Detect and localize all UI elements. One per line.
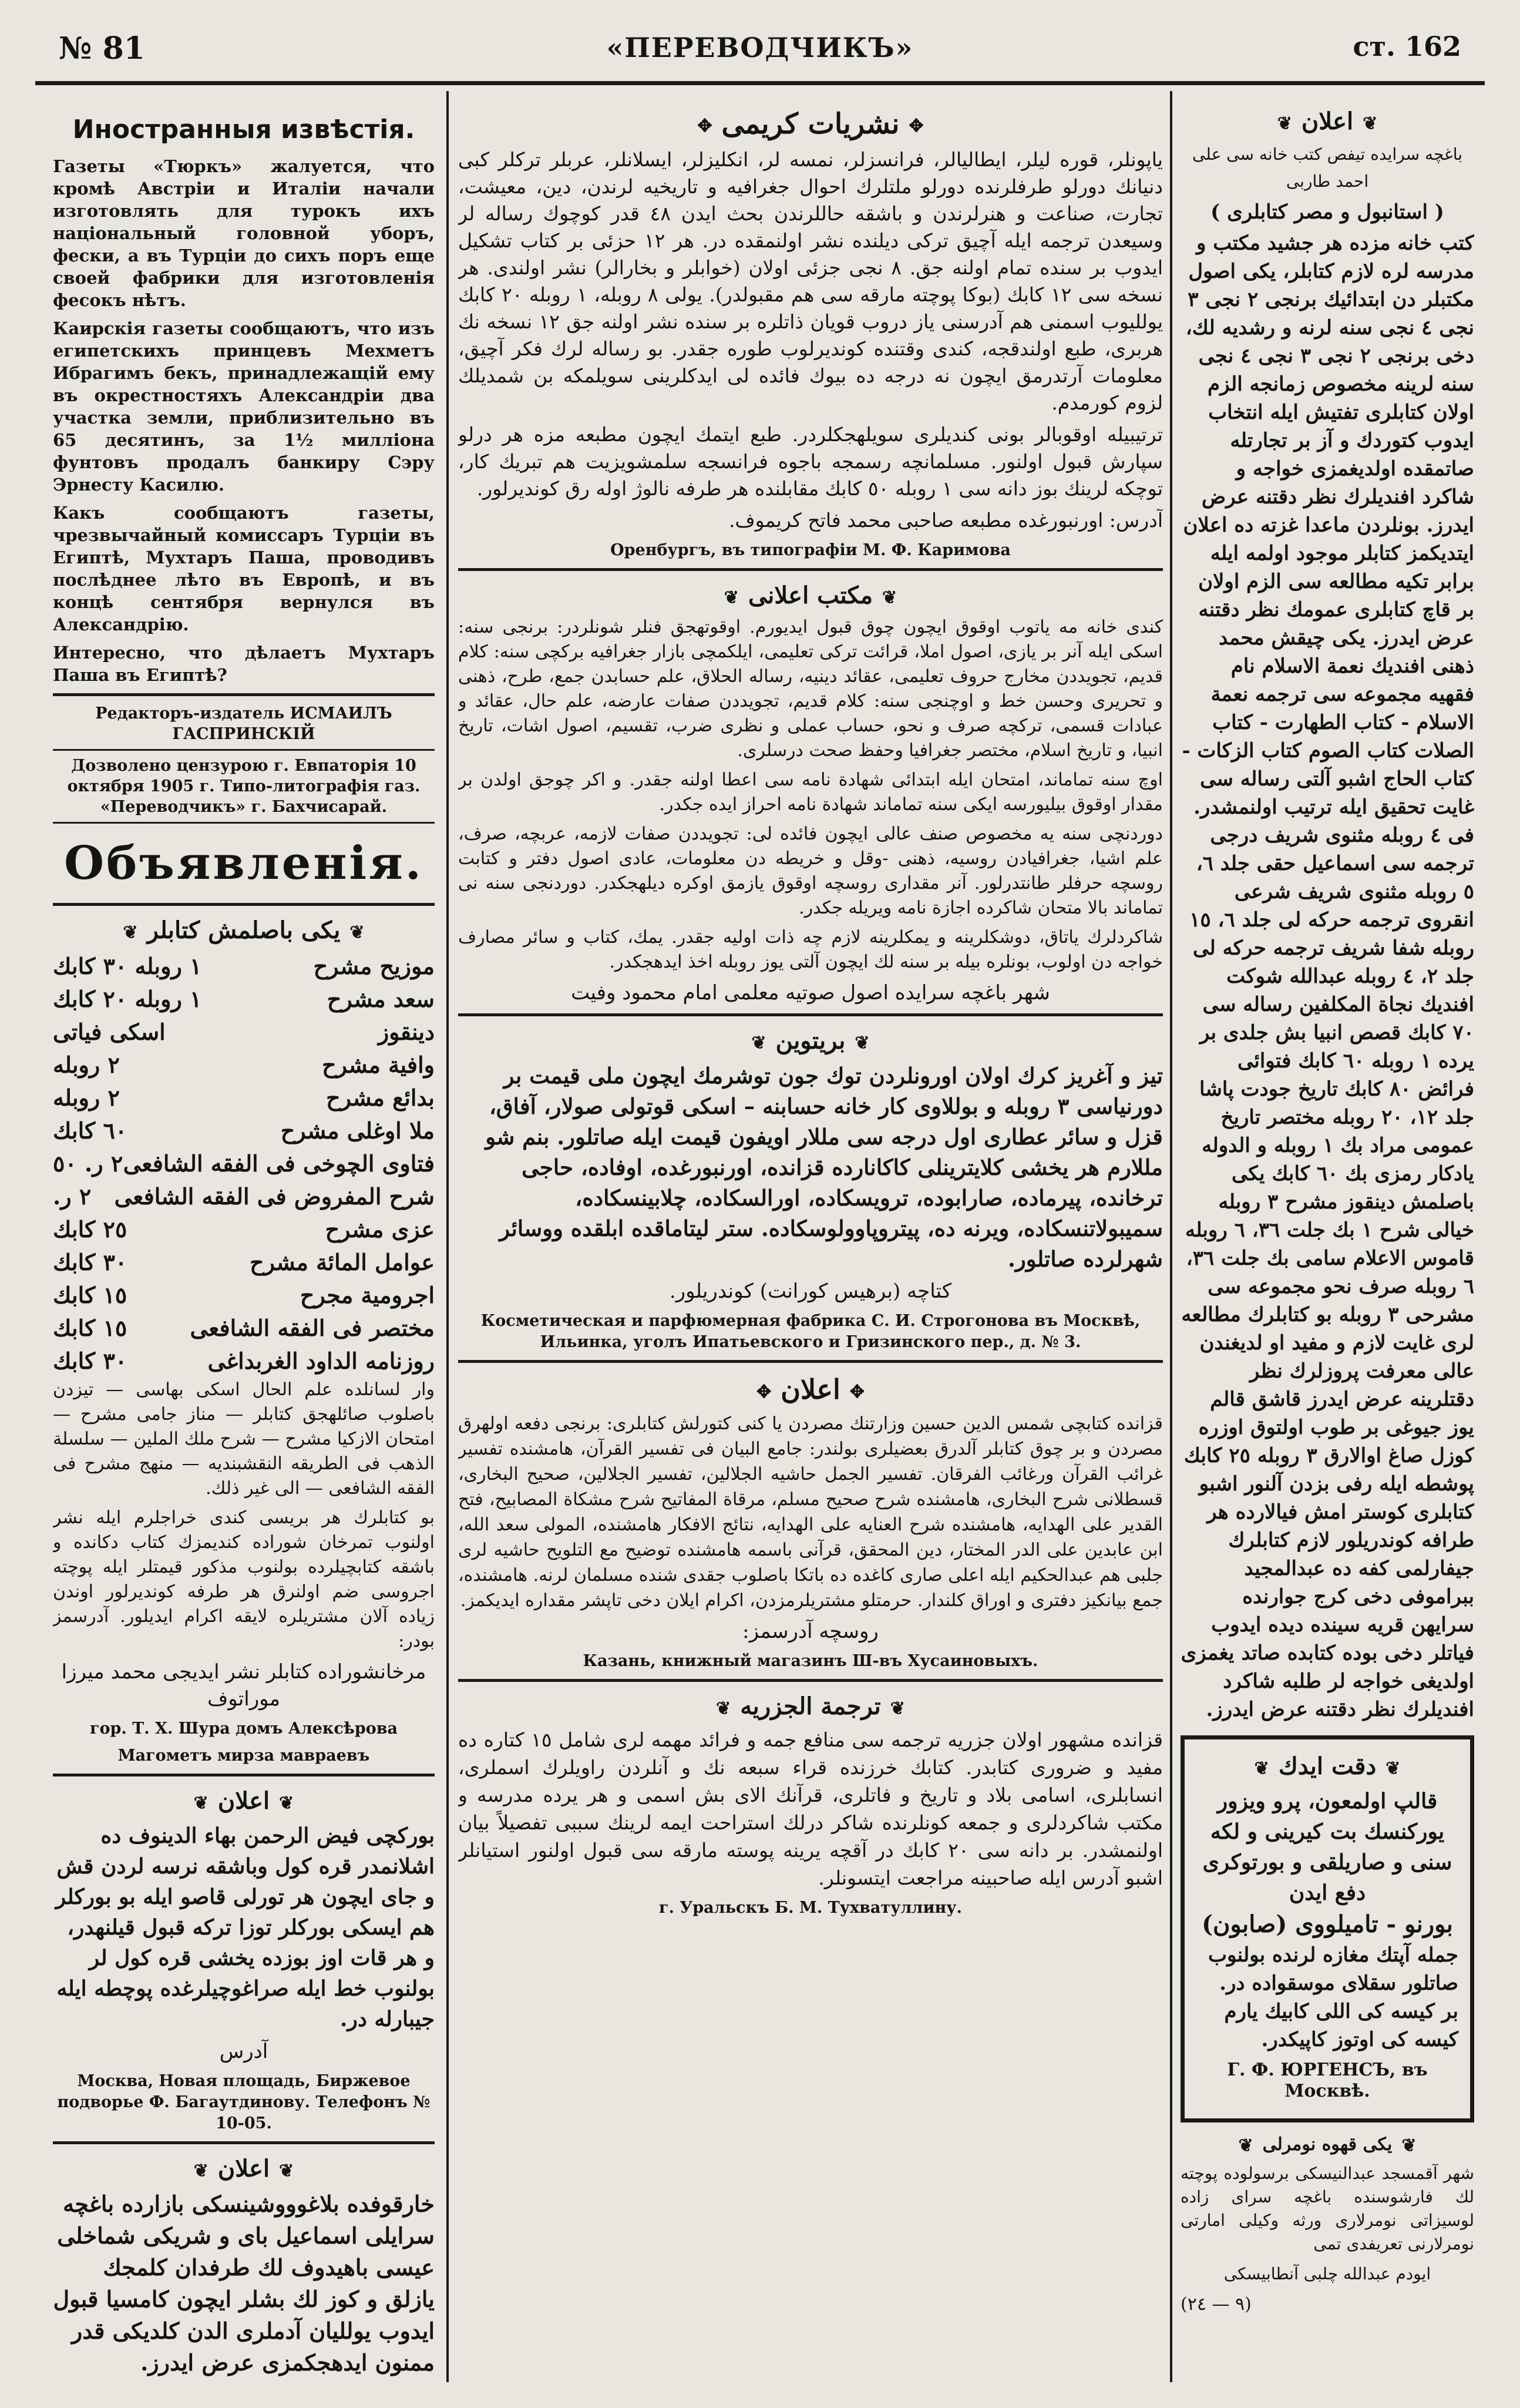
bookstore-subtitle-2: ( استانبول و مصر كتابلرى ) xyxy=(1210,200,1444,224)
book-name: عزى مشرح xyxy=(325,1216,435,1242)
book-price-row xyxy=(53,1180,435,1213)
newspaper-page xyxy=(35,18,1485,2391)
books-ad-head: يكى باصلمش كتابلر xyxy=(147,916,341,944)
book-name: روزنامه الداود الغربداغى xyxy=(207,1348,435,1374)
right-column xyxy=(1181,97,1474,2382)
divider xyxy=(458,1679,1163,1682)
book-price: ٢٥ كابك xyxy=(53,1216,127,1242)
kazan-head: اعلان xyxy=(781,1373,840,1405)
jazariya-ad xyxy=(458,1692,1163,1919)
book-price-row xyxy=(53,1246,435,1279)
ornament-icon: ❦ xyxy=(349,922,365,943)
soap-details: جمله آپتك مغازه لرنده بولنوب صاتلور سقلاى موسقواده در. بر كيسه كى اللى كابيك يارم كيسه كى اوتوز كاپيكدر. xyxy=(1208,1943,1458,2051)
book-name: بدائع مشرح xyxy=(326,1084,435,1111)
soap-address-ru: Г. Ф. ЮРГЕНСЪ, въ Москвѣ. xyxy=(1227,2060,1428,2101)
elan1-address-label: آدرس xyxy=(219,2040,268,2063)
book-price: ٢ ر. xyxy=(53,1183,92,1210)
books-address-ru: гор. Т. Х. Шура домъ Алексѣрова xyxy=(89,1719,398,1738)
book-price-row xyxy=(53,1312,435,1345)
book-price: ٢ روبله xyxy=(53,1052,120,1078)
ornament-icon: ✥ xyxy=(697,116,712,136)
karimov-address: آدرس: اورنبورغده مطبعه صاحبى محمد فاتح كريموف. xyxy=(728,509,1163,532)
book-price-row xyxy=(53,1082,435,1114)
books-note: وار لسانلده علم الحال اسكى بهاسى — تيزدن باصلوب صائلهجق كتابلر — مناز جامى مشرح — امتحان الازكيا مشرح — شرح ملك الملين — سلسلة الذهب فى الطريقه النقشبنديه — منهج مشرح فى الفقه الشافعى — الى غير ذلك. xyxy=(53,1379,435,1499)
divider xyxy=(53,693,435,696)
divider xyxy=(53,822,435,824)
ornament-icon: ❦ xyxy=(716,1698,731,1719)
book-price-row xyxy=(53,1114,435,1147)
ornament-icon: ❦ xyxy=(751,1032,766,1053)
coffee-number: (٩ — ٢٤) xyxy=(1181,2293,1252,2315)
perfume-catalog: كتاچه (برهيس كورانت) كوندريلور. xyxy=(669,1279,952,1303)
book-name: اجرومية مجرح xyxy=(300,1282,435,1308)
foreign-news-title: Иностранныя извѣстія. xyxy=(72,115,415,145)
book-name: ملا اوغلى مشرح xyxy=(280,1117,435,1144)
book-name: سعد مشرح xyxy=(327,986,435,1012)
page-number: ст. 162 xyxy=(1353,31,1461,62)
bookstore-subtitle: باغچه سرايده تيفص كتب خانه سى على احمد طاربى xyxy=(1192,145,1463,191)
column-divider-right xyxy=(1170,91,1172,2382)
ornament-icon: ✥ xyxy=(756,1381,772,1402)
ornament-icon: ❦ xyxy=(1254,1758,1269,1779)
school-paragraph: شاكردلرك ياتاق، دوشكلرينه و يمكلرينه لازم چه ذات اوليه جقدر. يمك، كتاب و سائر مصارف خواجه دن اولوب، بونلره بيله بر سنه لك ايچون آلتى يوز روبله اخذ ايدهجكدر. xyxy=(458,927,1163,972)
school-head: مكتب اعلانى xyxy=(748,582,873,609)
school-paragraph: اوچ سنه تماماند، امتحان ايله ابتدائى شهادة نامه سى اعطا اولنه جقدر. و اكر چوجق اولدن بر مقدار اوقوق بيليورسه ايكى سنه تماماند شهادة نامه احراز ايده جكدر. xyxy=(458,770,1163,815)
books-address-arabic: مرخانشوراده كتابلر نشر ايديجى محمد ميرزا موراتوف xyxy=(61,1660,426,1711)
news-paragraph: Газеты «Тюркъ» жалуется, что кромѣ Австріи и Италіи начали изготовлять для турокъ ихъ національный головной уборъ, фески, а въ Турціи до сихъ поръ еще своей фабрики для изготовленія фесокъ нѣтъ. xyxy=(53,156,435,310)
ornament-icon: ❦ xyxy=(279,2160,294,2181)
book-price: ٢ ر. ٥٠ xyxy=(53,1150,123,1177)
karimov-paragraph: ياپونلر، قوره ليلر، ايطاليالر، فرانسزلر، نمسه لر، انكليزلر، ايسلانلر، عربلر تركلر كبى دنيانك دورلو طرفلرنده دورلو ملتلرك احوال جغرافيه و تاريخيه لرندن، دين، معيشت، تجارت، صناعت و هنرلرندن و باشقه حاللرندن بحث ايدن ٤٨ قدر كوچوك رساله لر وسيعدن ترجمه ايله آچيق تركى ديلنده نشر اولنمقده در. هر ١٢ حزئى بر كتاب تشكيل ايدوب بر سنده تمام اولنه جق. ٨ نجى جزئى اولان (خوابلر و بخارالر) نشر اولندى. هر نسخه سى ١٢ كابك (بوكا پوچته مارقه سى هم مقبولدر). يولى ٨ روبله، ١ روبله ٢٠ كابك يولليوب اسمنى هم آدرسنى ياز دروب قويان ذاتلره بر سنده نشر اولنه جق ١٢ نسخه نك هربرى، طبع اولندقجه، كندى وقتنده كونديرلوب طوره جقدر. بو رساله لرك فكر آچيق، معلومات آرتدرمق ايچون نه درجه ده بيوك فائده لى ايدكلرينى سويلمكه بن شمديلك لزوم كورمدم. xyxy=(458,148,1163,414)
school-ad xyxy=(458,582,1163,1006)
ornament-icon: ❦ xyxy=(1363,113,1378,134)
school-paragraph: كندى خانه مه ياتوب اوقوق ايچون چوق قبول ايديورم. اوقوتهجق فنلر شونلردر: برنجى سنه: اسكى ايله آنر بر يازى، اصول املا، قرائت تركى تعليمى، ايلكمچى بازار جغرافيه بركچى سنه: كلام قديم، تجويددن مخارج حروف تعليمى، عقائد دينيه، رساله الحلاق، علم حسابدن جمع، طرح، ذهنى و تحريرى وحسن خط و اوچنجى سنه: كلام قديم، تجويددن صفات عارضه، علم حال، عقائد و عبادات قسمى، تركچه صرف و نحو، حساب عملى و نظرى ضرب، تقسيم، اصول اشات، تاريخ انبيا، و تاريخ اسلام، مختصر جغرافيا وحفظ صحت درسلرى. xyxy=(458,617,1163,761)
ornament-icon: ❦ xyxy=(123,922,138,943)
elan-ad-2 xyxy=(53,2155,435,2379)
karimov-ad xyxy=(458,108,1163,561)
elan-ad-1 xyxy=(53,1787,435,2134)
book-name: مختصر فى الفقه الشافعى xyxy=(190,1315,435,1341)
book-price: ١٥ كابك xyxy=(53,1315,127,1341)
kazan-paragraph: قزانده كتابچى شمس الدين حسين وزارتنك مصردن يا كنى كتورلش كتابلرى: برنجى دفعه اولهرق مصردن و بر چوق كتابلر آلدرق بعضيلرى بولندر: جامع البيان فى تفسير القرآن، هامشنده تفسير غرائب القرآن ورغائب الفرقان. تفسير الجمل حاشيه الجلالين، تفسير الجلالين، صحيح البخارى، قسطلانى شرح البخارى، هامشنده شرح صحيح مسلم، مرقاة المفاتيح شرح مشكاة المصابيح، فتح القدير على الهدايه، هامشنده شرح العنايه على الهدايه، نتائج الافكار هامشنده، المولى سعد الله، ابن عابدين على الدر المختار، دين المحقق، قرآنى باسمه هامشنده توضيح مع التلويح حاشيه لرى جلبى هم عبدالحكيم ايله اعلى صارى كاغده ده باتكا باصلوب جقدى شنده مسلمان لرنه. هامشنده، جمع بيانكيز دفترى و اوراق كلندار. حرمتلو مشتريلرمزدن، اكرام ايلان دخى تاپشر مقداره ايديكمز. xyxy=(458,1413,1163,1611)
soap-name: بورنو - تاميلووى (صابون) xyxy=(1202,1910,1453,1938)
coffee-signature: ايودم عبدالله چلبى آنطابيسكى xyxy=(1223,2263,1431,2283)
editor-line: Редакторъ-издатель ИСМАИЛЪ ГАСПРИНСКІЙ xyxy=(95,704,392,743)
book-price: ٦٠ كابك xyxy=(53,1117,127,1144)
ornament-icon: ❦ xyxy=(890,1698,905,1719)
divider xyxy=(458,568,1163,571)
ornament-icon: ❦ xyxy=(1386,1758,1401,1779)
issue-number: № 81 xyxy=(59,31,145,66)
book-name: فتاوى الچوخى فى الفقه الشافعى xyxy=(123,1150,435,1177)
coffee-paragraph: شهر آقمسجد عبدالنيسكى برسولوده پوچته لك فارشوسنده باغچه سراى زاده لوسيزاتى نومرلارى ورثه وكيلى امارتى نومرلارنى تعريفدى تمى xyxy=(1181,2163,1474,2253)
coffee-head: يكى قهوه نومرلى xyxy=(1262,2134,1393,2155)
book-price: ١٥ كابك xyxy=(53,1282,127,1308)
jazariya-paragraph: قزانده مشهور اولان جزريه ترجمه سى منافع جمه و فرائد مهمه لرى شامل ١٥ كتاره ده مفيد و ضرورى كتابدر. كتابك خرزنده قراء سبعه نك و آنلردن راويلرك اسملرى، انسابلرى، اسامى بلاد و تاريخ و فاتلرى، قرآنك الاى بش اسمى و هر يرده مدرسه و مكتب شاكردلرى و جمعه كونلرنده شاكر درلك استراحت ايمه لرينك سببى تفصيلاً بيان اولنمشدر. بر دانه سى ٢٠ كابك در آقچه يرينه پوسته مارقه سى قبول اولنور استيانلر اشبو آدرس ايله صاحبينه مراجعت ايتسونلر. xyxy=(458,1728,1163,1889)
kazan-address-ru: Казань, книжный магазинъ Ш-въ Хусаиновыхъ. xyxy=(583,1652,1038,1670)
news-paragraph: Каирскія газеты сообщаютъ, что изъ египетскихъ принцевъ Мехметъ Ибрагимъ бекъ, принадлежащій ему въ окрестностяхъ Александріи два участка земли, приблизительно въ 65 десятинъ, за 1½ милліона фунтовъ продалъ банкиру Сэру Эрнесту Касилю. xyxy=(53,318,435,495)
books-price-list xyxy=(53,950,435,1378)
perfume-head: بريتوين xyxy=(775,1027,846,1054)
divider xyxy=(458,1013,1163,1016)
column-divider-left xyxy=(446,91,449,2382)
perfume-paragraph: تيز و آغريز كرك اولان اورونلردن توك جون توشرمك ايچون ملى قيمت بر دورنياسى ٣ روبله و بوللاوى كار خانه حسابنه – اسكى قوتولى صولار، آفاق، قزل و سائر عطارى اول درجه سى مللار اويفون قيمت ايله صاتلور. بنم شو مللارم هر يخشى كلايترينلى كاكانارده قزانده، اورنبورغده، اوفاده، حاجى ترخانده، پيرماده، صارابوده، ترويسكاده، اورالسكاده، چلابينسكاده، سميبولاتنسكاده، ويرنه ده، پيتروپاوولوسكاده. ستر ليتاماقده ابلقده ووسائر شهرلرده صاتلور. xyxy=(485,1063,1163,1272)
book-name: موزيح مشرح xyxy=(313,953,435,979)
kazan-books-ad xyxy=(458,1373,1163,1672)
book-price-row xyxy=(53,1345,435,1378)
karimov-address-ru: Оренбургъ, въ типографіи М. Ф. Каримова xyxy=(610,541,1011,559)
ornament-icon: ❦ xyxy=(1277,113,1292,134)
bookstore-ad xyxy=(1181,108,1474,1724)
soap-line: قالپ اولمعون، پرو ويزور يوركنسك بت كيرينى و لكه سنى و صاريلقى و بورتوكرى دفع ايدن xyxy=(1202,1789,1452,1905)
elan1-text: بوركچى فيض الرحمن بهاء الدينوف ده اشلانمدر قره كول وباشقه نرسه لردن قش و جاى ايچون هر تورلى قاصو ايله بو بوركلر هم ايسكى بوركلر توزا تركه قبول قيلنهدر، و هر قات اوز بوزده يخشى قره كول لر بولنوب خط ايله صراغوچيلرغده پوچطه ايله جيبارله در. xyxy=(55,1823,435,2031)
divider xyxy=(458,1360,1163,1363)
book-price-row xyxy=(53,1147,435,1180)
elan1-address-ru: Москва, Новая площадь, Биржевое подворье Ф. Багаутдинову. Телефонъ № 10-05. xyxy=(57,2072,431,2132)
book-price-row xyxy=(53,950,435,983)
divider xyxy=(53,749,435,751)
ads-title: Объявленія. xyxy=(64,837,423,890)
book-price-row xyxy=(53,1016,435,1049)
ornament-icon: ❦ xyxy=(193,2160,209,2181)
book-name: شرح المفروض فى الفقه الشافعى xyxy=(114,1183,435,1210)
soap-ad-box xyxy=(1181,1735,1474,2122)
book-price: ١ روبله ٣٠ كابك xyxy=(53,953,202,979)
jazariya-address-ru: г. Уральскъ Б. М. Тухватуллину. xyxy=(659,1899,962,1917)
elan1-head: اعلان xyxy=(217,1787,270,1815)
karimov-paragraph: ترتيبيله اوقوبالر بونى كنديلرى سويلهجكلردر. طبع ايتمك ايچون مطبعه مزه هر درلو سپارش قبول اولنور. مسلمانچه رسمجه باجوه فرانسجه سلمشويزيت هم تبريك كار، توچكه لرينك بوز دانه سى ١ روبله ٥٠ كابك مقابلنده هر طرفه نالوژ اوله رق كونديرلور. xyxy=(458,423,1163,500)
perfume-address-ru: Косметическая и парфюмерная фабрика С. И. Строгонова въ Москвѣ, Ильинка, уголъ Ипатьевского и Гризинского пер., д. № 3. xyxy=(480,1312,1141,1351)
perfume-ad xyxy=(458,1027,1163,1353)
ornament-icon: ❦ xyxy=(724,587,739,608)
school-paragraph: دوردنچى سنه يه مخصوص صنف عالى ايچون فائده لى: تجويددن صفات لازمه، عربچه، صرف، علم اشيا، جغرافيادن روسيه، ذهنى -وقل و خريطه دن معلومات، عادى اصول دفتر و كتابت روسچه حرفلر طانتدرلور. آنر مقدارى روسچه اوقوق يازمق اوكره ديلهجكدر. دوردنجى سنه نى تماماند بالا متحان شاكرده اجازة نامه ويريله جكدر. xyxy=(458,824,1163,918)
ornament-icon: ❦ xyxy=(882,587,897,608)
divider xyxy=(53,903,435,906)
masthead-rule xyxy=(35,81,1485,85)
book-price: ٣٠ كابك xyxy=(53,1249,127,1275)
ornament-icon: ❦ xyxy=(193,1792,209,1813)
book-price: اسكى فياتى xyxy=(53,1019,166,1045)
book-price-row xyxy=(53,983,435,1016)
book-price: ١ روبله ٢٠ كابك xyxy=(53,986,202,1012)
news-paragraph: Какъ сообщаютъ газеты, чрезвычайный комиссаръ Турціи въ Египтѣ, Мухтаръ Паша, проводивъ послѣднее лѣто въ Европѣ, и въ концѣ сентября вернулся въ Александрію. xyxy=(53,503,435,634)
news-paragraph: Интересно, что дѣлаетъ Мухтаръ Паша въ Египтѣ? xyxy=(53,643,435,685)
book-name: دينقوز xyxy=(378,1019,435,1045)
newspaper-title: «ПЕРЕВОДЧИКЪ» xyxy=(606,32,914,63)
bookstore-head: اعلان xyxy=(1301,108,1354,135)
books-paragraph: بو كتابلرك هر بريسى كندى خراجلرم ايله نشر اولنوب تمرخان شوراده كنديمزك كتاب دكانده و باشقه كتابچيلرده بولنوب مذكور قيمتلر ايله پوچته اجروسى ضم اولنرق هر طرفه كونديرلور اوندن زياده آلان مشتريلره لايقه اكرام ايديلور. آدرسمز بودر: xyxy=(53,1507,435,1651)
ornament-icon: ❦ xyxy=(1238,2135,1253,2156)
book-price: ٢ روبله xyxy=(53,1084,120,1111)
censor-line: Дозволено цензурою г. Евпаторія 10 октября 1905 г. Типо-литографія газ. «Переводчикъ» г. Бахчисарай. xyxy=(67,757,421,816)
elan2-text: خارقوفده بلاغوووشينسكى بازارده باغچه سرايلى اسماعيل باى و شريكى شماخلى عيسى باهيدوف لك طرفدان كلمجك يازلق و كوز لك بشلر ايچون كامسيا قبول ايدوب يولليان آدملرى الدن كلديكى قدر ممنون ايدهجكمزى عرض ايدرز. xyxy=(53,2191,435,2376)
divider xyxy=(53,2141,435,2144)
ornament-icon: ❦ xyxy=(855,1032,870,1053)
book-price-row xyxy=(53,1279,435,1312)
middle-column xyxy=(458,97,1163,2382)
bookstore-paragraph: كتب خانه مزده هر جشيد مكتب و مدرسه لره لازم كتابلر، يكى اصول مكتبلر دن ابتدائيك برنجى ٢ نجى ٣ نجى ٤ نجى سنه لرنه و رشديه لك، دخى برنجى ٢ نجى ٣ نجى ٤ نجى سنه لرينه مخصوص زمانجه الزم اولان كتابلرى تفتيش ايله انتخاب ايدوب كتوردك و آز بر تجارتله صاتمقده اولديغمزى خواجه و شاكرد افنديلرك نظر دقتنه عرض ايدرز. بونلردن ماعدا غزته ده اعلان ايتديكمز كتابلر موجود اولمه ايله برابر تكيه مطالعه سى الزم اولان بر قاچ كتابلرى عمومك نظر دقتنه عرض ايدرز. يكى چيقش محمد ذهنى افنديك نعمة الاسلام نام فقهيه مجموعه سى ترجمه نعمة الاسلام - كتاب الطهارت - كتاب الصلات كتاب الصوم كتاب الزكات - كتاب الحاج اشبو آلتى رساله سى غايت تحقيق ايله ترتيب اولنمشدر. فى ٤ روبله مثنوى شريف درجى ترجمه سى اسماعيل حقى جلد ٦، ٥ روبله مثنوى شريف شرعى انقروى ترجمه حركه لى جلد ٦، ١٥ روبله شفا شريف ترجمه حركه لى جلد ٢، ٤ روبله عبدالله شوكت افنديك نجاة المكلفين رساله سى ٧٠ كابك قصص انبيا بش جلدى بر يرده ١ روبله ٦٠ كابك فتوائى فرائض ٨٠ كابك تاريخ جودت پاشا جلد ١٢، ٢٠ روبله مختصر تاريخ عمومى مراد بك ١ روبله و الدوله يادكار رمزى بك ٦٠ كابك يكى باصلمش دينقوز مشرح ٣ روبله خيالى شرح ١ بك جلت ٣٦، ٦ روبله قاموس الاعلام سامى بك جلت ٣٦، ٦ روبله صرف نحو مجموعه سى مشرحى ٣ روبله بو كتابلرك مطالعه لرى غايت لازم و مفيد او لديغندن عالى معرفت پروزلرك نظر دقتلرينه عرض ايدرز قاشق قالم يوز جيوغى بر طوب اولتوق اوزره كوزل صاغ اوالارق ٣ روبله ٢٥ كابك پوشطه ايله رفى بزدن آلنور اشبو كتابلرى كوستر امش فيالارده هر طرافه كوندريلور لازم كتابلرك جيفارلمى كفه ده عبدالمجيد ببراموفى دخى كرج جوارنده سرايهن قريه سينده ديده ايدوب فياتلر دخى بوده كتابده صاتد يغمزى اولديغى خواجه لر طلبه شاكرد افنديلرك نظر دقتنه عرض ايدرز. xyxy=(1181,231,1474,1721)
books-ad xyxy=(53,916,435,1766)
ornament-icon: ❦ xyxy=(279,1792,294,1813)
ornament-icon: ❦ xyxy=(1401,2135,1417,2156)
left-column xyxy=(53,97,435,2382)
book-price: ٣٠ كابك xyxy=(53,1348,127,1374)
karimov-head: نشريات كريمى xyxy=(721,108,900,140)
soap-head: دقت ايدك xyxy=(1278,1752,1377,1780)
book-name: وافية مشرح xyxy=(322,1052,435,1078)
masthead xyxy=(35,18,1485,76)
ornament-icon: ✥ xyxy=(909,116,924,136)
jazariya-head: ترجمة الجزريه xyxy=(740,1692,881,1720)
book-price-row xyxy=(53,1049,435,1082)
school-signature: شهر باغچه سرايده اصول صوتيه معلمى امام محمود وفيت xyxy=(571,981,1050,1005)
books-address-ru-name: Магометъ мирза мавраевъ xyxy=(117,1747,370,1765)
coffee-ad xyxy=(1181,2134,1474,2318)
book-name: عوامل المائة مشرح xyxy=(250,1249,435,1275)
divider xyxy=(53,1774,435,1776)
book-price-row xyxy=(53,1213,435,1246)
ornament-icon: ✥ xyxy=(849,1381,865,1402)
kazan-address-label: روسچه آدرسمز: xyxy=(742,1620,879,1643)
elan2-head: اعلان xyxy=(217,2155,270,2182)
